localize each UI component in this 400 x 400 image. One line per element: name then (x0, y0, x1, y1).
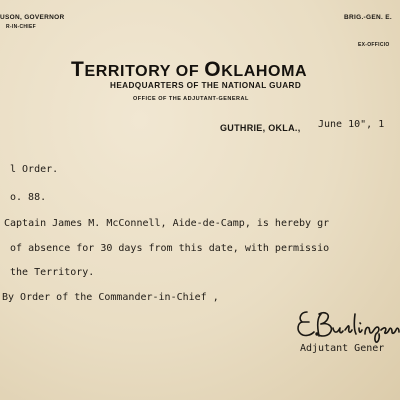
handwritten-signature (293, 306, 400, 346)
letterhead-subtitle: HEADQUARTERS OF THE NATIONAL GUARD (110, 81, 302, 90)
signer-title: Adjutant Gener (300, 343, 385, 354)
letterhead-place: GUTHRIE, OKLA., (220, 123, 301, 133)
letterhead-office: OFFICE OF THE ADJUTANT-GENERAL (133, 96, 249, 102)
letter-date: June 10", 1 (318, 119, 385, 130)
title-initial-o: O (204, 58, 222, 81)
commander-in-chief-fragment: R-IN-CHIEF (6, 24, 36, 30)
governor-name-fragment: USON, GOVERNOR (0, 14, 65, 21)
order-closing: By Order of the Commander-in-Chief , (2, 292, 219, 303)
letterhead-title (71, 58, 307, 82)
title-initial-t: T (71, 58, 85, 81)
title-part-territory-of: ERRITORY OF (84, 63, 205, 80)
order-body-line-2: of absence for 30 days from this date, with permissio (4, 243, 330, 254)
order-body-line-1: Captain James M. McConnell, Aide-de-Camp, is hereby gr (4, 218, 330, 229)
ex-officio-fragment: EX-OFFICIO (358, 42, 390, 48)
title-part-klahoma: KLAHOMA (221, 63, 308, 80)
adjutant-general-name-fragment: BRIG.-GEN. E. (344, 14, 392, 21)
order-type: l Order. (10, 164, 59, 175)
order-body-line-3: the Territory. (4, 267, 95, 278)
order-number: o. 88. (10, 192, 47, 203)
